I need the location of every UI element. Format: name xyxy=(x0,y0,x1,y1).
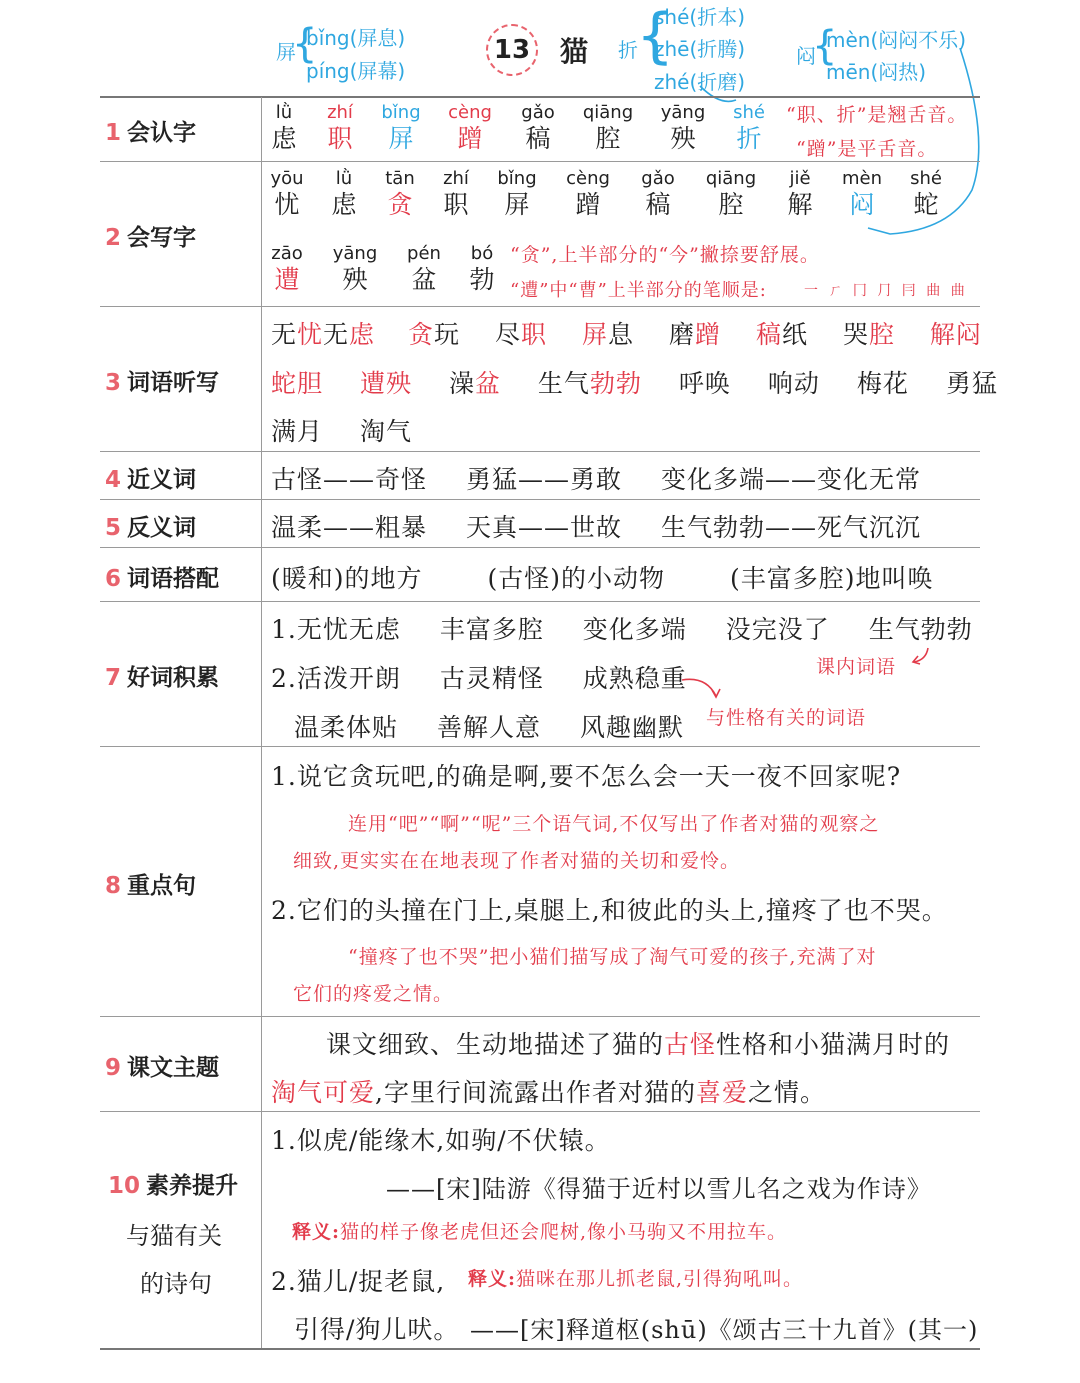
pinyin: zhí xyxy=(327,102,353,123)
theme-highlight: 淘气可爱 xyxy=(271,1078,376,1107)
section-9-label xyxy=(105,1049,255,1082)
pinyin: jiě xyxy=(789,168,811,189)
section-2-label xyxy=(105,219,255,252)
good-words-row-3 xyxy=(294,708,714,744)
section-4-label xyxy=(105,461,255,494)
recognize-char xyxy=(366,102,436,154)
zhe-reading-1: shé(折本) xyxy=(654,5,746,29)
recognize-char xyxy=(714,102,784,154)
word: 勇猛 xyxy=(945,369,998,398)
word: 稿纸 xyxy=(755,320,808,349)
hanzi: 折 xyxy=(736,124,762,153)
zhe-reading-2: zhē(折腾) xyxy=(654,37,746,61)
write-char xyxy=(252,243,322,295)
pinyin: shé xyxy=(733,102,765,123)
row-divider xyxy=(100,746,980,747)
word: 响动 xyxy=(767,369,820,398)
antonym-pair: 生气勃勃——死气沉沉 xyxy=(660,513,921,542)
poem-1: 1.似虎/能缘木,如驹/不伏辕。 xyxy=(271,1126,611,1155)
zhe-char: 折 xyxy=(618,38,638,62)
theme-highlight: 古怪 xyxy=(664,1030,717,1059)
explanation-text: 猫的样子像老虎但还会爬树,像小马驹又不用拉车。 xyxy=(340,1221,788,1243)
section-number: 7 xyxy=(105,665,122,691)
poem-1-explanation xyxy=(292,1217,787,1244)
write-char xyxy=(891,168,961,220)
word: 解闷 xyxy=(929,320,982,349)
poem-2-explanation xyxy=(468,1264,803,1291)
hanzi: 闷 xyxy=(849,190,875,219)
theme-line-1 xyxy=(326,1025,950,1061)
section-title: 反义词 xyxy=(127,515,197,541)
lesson-title: 猫 xyxy=(560,35,589,68)
pinyin: cèng xyxy=(448,102,492,123)
word: 没完没了 xyxy=(725,615,830,644)
brace-icon: { xyxy=(636,1,675,71)
synonym-pair: 变化多端——变化无常 xyxy=(660,465,921,494)
word: 哭腔 xyxy=(842,320,895,349)
pinyin: bǐng xyxy=(497,168,537,189)
brace-icon: { xyxy=(292,21,318,67)
word: 温柔体贴 xyxy=(294,713,399,742)
recognize-char xyxy=(305,102,375,154)
row-divider xyxy=(100,547,980,548)
word: 贪玩 xyxy=(408,320,461,349)
row-divider xyxy=(100,1016,980,1017)
hanzi: 蹭 xyxy=(575,190,601,219)
section-number: 3 xyxy=(105,370,122,396)
row-divider xyxy=(100,601,980,602)
section-10-subtitle-2: 的诗句 xyxy=(140,1270,212,1298)
pinyin: bó xyxy=(470,243,494,264)
section-title: 好词积累 xyxy=(127,665,220,691)
write-char xyxy=(482,168,552,220)
write-note-1: “贪”,上半部分的“今”撇捺要舒展。 xyxy=(510,244,820,266)
row-divider xyxy=(100,161,980,162)
section-number: 9 xyxy=(105,1055,122,1081)
recognize-char xyxy=(435,102,505,154)
word: 2.活泼开朗 xyxy=(271,664,401,693)
section-title: 近义词 xyxy=(127,467,197,493)
pinyin: zāo xyxy=(271,243,303,264)
hanzi: 遭 xyxy=(274,265,300,294)
pinyin: pén xyxy=(407,243,441,264)
section-7-label xyxy=(105,659,255,692)
synonym-pair: 古怪——奇怪 xyxy=(271,465,428,494)
hanzi: 屏 xyxy=(388,124,414,153)
pinyin: cèng xyxy=(566,168,610,189)
dictation-row-2 xyxy=(271,364,998,400)
section-title: 会写字 xyxy=(127,225,197,251)
word: 满月 xyxy=(271,417,324,446)
recognize-note-2: “蹭”是平舌音。 xyxy=(796,138,938,160)
brace-icon: { xyxy=(812,23,838,69)
key-sentence-2-note-b: 它们的疼爱之情。 xyxy=(293,983,454,1005)
word: 生气勃勃 xyxy=(537,369,642,398)
dictation-row-1 xyxy=(271,315,982,351)
collocation: (丰富多腔)地叫唤 xyxy=(729,564,934,593)
good-words-row-1 xyxy=(271,610,973,646)
section-title: 词语听写 xyxy=(127,370,220,396)
pinyin: qiāng xyxy=(582,102,634,123)
antonym-pair: 天真——世故 xyxy=(465,513,622,542)
key-sentence-1-note-a: 连用“吧”“啊”“呢”三个语气词,不仅写出了作者对猫的观察之 xyxy=(348,813,880,835)
explanation-label: 释义: xyxy=(292,1221,341,1243)
pinyin: shé xyxy=(910,168,942,189)
hanzi: 屏 xyxy=(504,190,530,219)
hanzi: 盆 xyxy=(411,265,437,294)
word: 澡盆 xyxy=(448,369,501,398)
good-words-note-2: 与性格有关的词语 xyxy=(706,707,867,729)
antonyms-row xyxy=(271,508,951,544)
hanzi: 殃 xyxy=(670,124,696,153)
ping-reading-1: bǐng(屏息) xyxy=(306,26,406,50)
section-number: 8 xyxy=(105,873,122,899)
row-divider xyxy=(100,1111,980,1112)
word: 蛇胆 xyxy=(271,369,324,398)
pinyin: yāng xyxy=(660,102,706,123)
section-title: 重点句 xyxy=(127,873,197,899)
theme-text: 之情。 xyxy=(747,1078,826,1107)
pinyin: lǜ xyxy=(275,102,293,123)
theme-line-2 xyxy=(271,1073,826,1109)
pinyin: zhí xyxy=(443,168,469,189)
ping-reading-2: píng(屏幕) xyxy=(306,59,406,83)
word: 淘气 xyxy=(359,417,412,446)
key-sentence-2: 2.它们的头撞在门上,桌腿上,和彼此的头上,撞疼了也不哭。 xyxy=(271,896,948,925)
word: 无忧无虑 xyxy=(271,320,376,349)
word: 变化多端 xyxy=(582,615,687,644)
section-number: 2 xyxy=(105,225,122,251)
pinyin: yōu xyxy=(270,168,304,189)
explanation-text: 猫咪在那儿抓老鼠,引得狗吼叫。 xyxy=(516,1268,804,1290)
section-number: 6 xyxy=(105,566,122,592)
recognize-note-1: “职、折”是翘舌音。 xyxy=(786,104,968,126)
theme-text: ,字里行间流露出作者对猫的 xyxy=(375,1078,696,1107)
good-words-note-1: 课内词语 xyxy=(816,656,897,678)
hanzi: 职 xyxy=(327,124,353,153)
word: 屏息 xyxy=(581,320,635,349)
pinyin: tān xyxy=(385,168,415,189)
section-8-label xyxy=(105,867,255,900)
poem-2-line-1: 2.猫儿/捉老鼠, xyxy=(271,1267,446,1296)
write-char xyxy=(827,168,897,220)
poem-2-line-2: 引得/狗儿吠。 xyxy=(294,1315,460,1344)
theme-text: 性格和小猫满月时的 xyxy=(716,1030,951,1059)
section-title: 词语搭配 xyxy=(127,566,220,592)
section-number: 10 xyxy=(108,1173,141,1199)
pinyin: lǜ xyxy=(335,168,353,189)
antonym-pair: 温柔——粗暴 xyxy=(271,513,428,542)
hanzi: 蹭 xyxy=(457,124,483,153)
word: 1.无忧无虑 xyxy=(271,615,401,644)
theme-highlight: 喜爱 xyxy=(695,1078,748,1107)
pinyin: gǎo xyxy=(641,168,675,189)
table-bottom-border xyxy=(100,1348,980,1350)
pinyin: yāng xyxy=(332,243,378,264)
section-number: 1 xyxy=(105,120,122,146)
collocation: (古怪)的小动物 xyxy=(487,564,665,593)
pinyin: gǎo xyxy=(521,102,555,123)
hanzi: 蛇 xyxy=(913,190,939,219)
word: 成熟稳重 xyxy=(582,664,687,693)
hanzi: 虑 xyxy=(271,124,297,153)
pinyin: mèn xyxy=(841,168,883,189)
section-1-label xyxy=(105,114,255,147)
collocations-row xyxy=(271,559,933,595)
word: 磨蹭 xyxy=(668,320,721,349)
word: 风趣幽默 xyxy=(579,713,684,742)
word: 遭殃 xyxy=(359,369,412,398)
men-reading-1: mèn(闷闷不乐) xyxy=(826,28,967,52)
row-divider xyxy=(100,451,980,452)
section-3-label xyxy=(105,364,255,397)
pinyin: qiāng xyxy=(705,168,757,189)
poem-1-source: ——[宋]陆游《得猫于近村以雪儿名之戏为作诗》 xyxy=(386,1175,932,1203)
hanzi: 职 xyxy=(443,190,469,219)
key-sentence-2-note-a: “撞疼了也不哭”把小猫们描写成了淘气可爱的孩子,充满了对 xyxy=(348,946,877,968)
stroke-order: 一 ㄏ 冂 ⺆ 冃 曲 曲 xyxy=(804,283,968,299)
synonym-pair: 勇猛——勇敢 xyxy=(465,465,622,494)
section-5-label xyxy=(105,509,255,542)
hanzi: 殃 xyxy=(342,265,368,294)
section-6-label xyxy=(105,560,255,593)
hanzi: 忧 xyxy=(274,190,300,219)
hanzi: 腔 xyxy=(595,124,621,153)
word: 丰富多腔 xyxy=(439,615,544,644)
ping-char: 屏 xyxy=(276,40,296,64)
write-char xyxy=(421,168,491,220)
section-10-label xyxy=(108,1167,258,1200)
section-title: 课文主题 xyxy=(127,1055,220,1081)
explanation-label: 释义: xyxy=(468,1268,517,1290)
write-char xyxy=(696,168,766,220)
zhe-reading-3: zhé(折磨) xyxy=(654,70,746,94)
recognize-char xyxy=(648,102,718,154)
write-char xyxy=(447,243,517,295)
key-sentence-1: 1.说它贪玩吧,的确是啊,要不怎么会一天一夜不回家呢? xyxy=(271,762,902,791)
word: 善解人意 xyxy=(436,713,541,742)
word: 梅花 xyxy=(856,369,909,398)
word: 古灵精怪 xyxy=(439,664,544,693)
hanzi: 贪 xyxy=(387,190,413,219)
write-char xyxy=(553,168,623,220)
write-char xyxy=(765,168,835,220)
write-char xyxy=(623,168,693,220)
hanzi: 腔 xyxy=(718,190,744,219)
recognize-char xyxy=(573,102,643,154)
men-char: 闷 xyxy=(796,44,816,68)
recognize-char xyxy=(503,102,573,154)
key-sentence-1-note-b: 细致,更实实在在地表现了作者对猫的关切和爱怜。 xyxy=(293,850,741,872)
men-reading-2: mēn(闷热) xyxy=(826,60,927,84)
write-char xyxy=(320,243,390,295)
theme-text: 课文细致、生动地描述了猫的 xyxy=(326,1030,665,1059)
section-number: 4 xyxy=(105,467,122,493)
write-note-2: “遭”中“曹”上半部分的笔顺是: xyxy=(510,280,767,301)
section-number: 5 xyxy=(105,515,122,541)
pinyin: bǐng xyxy=(381,102,421,123)
word: 尽职 xyxy=(495,320,548,349)
poem-2-source: ——[宋]释道枢(shū)《颂古三十九首》(其一) xyxy=(470,1316,979,1344)
row-divider xyxy=(100,306,980,307)
dictation-row-3 xyxy=(271,412,442,448)
row-divider xyxy=(100,499,980,500)
collocation: (暖和)的地方 xyxy=(271,564,423,593)
synonyms-row xyxy=(271,460,951,496)
hanzi: 稿 xyxy=(525,124,551,153)
hanzi: 虑 xyxy=(331,190,357,219)
section-title: 会认字 xyxy=(127,120,197,146)
word: 呼唤 xyxy=(678,369,731,398)
hanzi: 勃 xyxy=(469,265,495,294)
hanzi: 稿 xyxy=(645,190,671,219)
table-top-border xyxy=(100,96,980,98)
section-10-subtitle-1: 与猫有关 xyxy=(126,1222,222,1250)
good-words-row-2 xyxy=(271,659,717,695)
section-title: 素养提升 xyxy=(146,1173,239,1199)
lesson-number: 13 xyxy=(486,24,538,76)
word: 生气勃勃 xyxy=(868,615,973,644)
hanzi: 解 xyxy=(787,190,813,219)
